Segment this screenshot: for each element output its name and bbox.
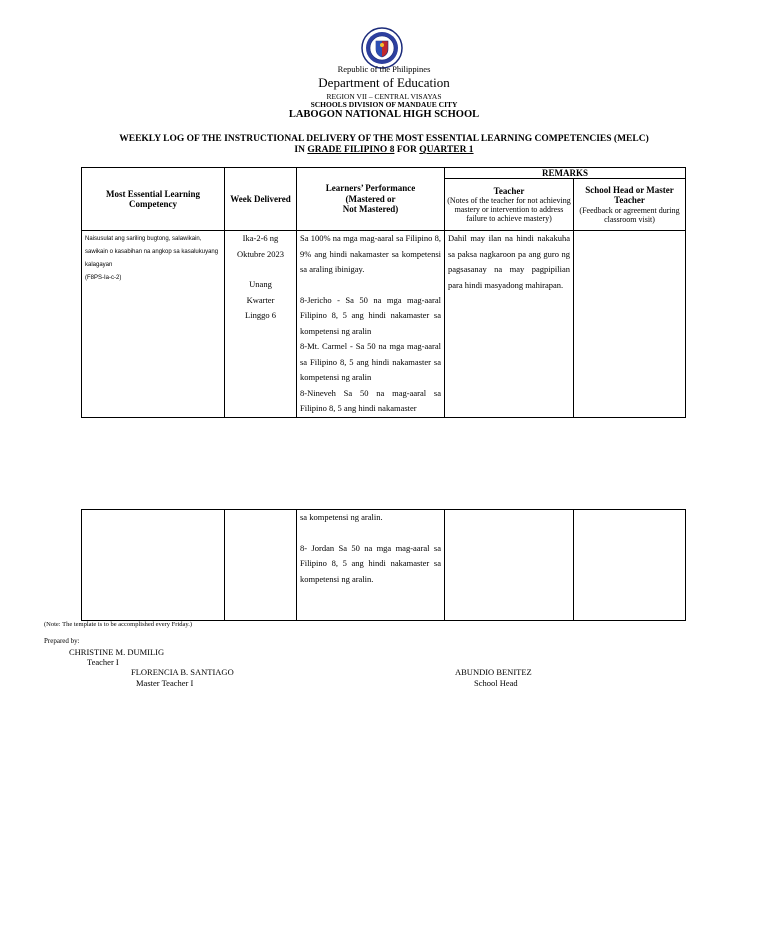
preparer-name: CHRISTINE M. DUMILIG	[69, 647, 165, 657]
header-remarks: REMARKS	[445, 168, 686, 179]
competency-cell	[82, 231, 225, 418]
header-teacher	[445, 179, 574, 231]
header-performance	[297, 168, 445, 231]
competency-text: Naisusulat ang sariling bugtong, salawikain, sawikain o kasabihan na angkop sa kasalukuyang kalagayan	[85, 236, 219, 268]
header-week: Week Delivered	[225, 168, 297, 231]
melc-log-table	[81, 167, 686, 418]
performance-nineveh: 8-Nineveh Sa 50 na mag-aaral sa Filipino 8, 5 ang hindi nakamaster	[300, 387, 441, 413]
title-quarter: QUARTER 1	[419, 145, 474, 155]
form-subtitle	[0, 145, 768, 155]
title-in: IN	[294, 145, 305, 155]
continued-performance-nineveh-end: sa kompetensi ng aralin.	[300, 512, 383, 522]
performance-summary: Sa 100% na mga mag-aaral sa Filipino 8, 9% ang hindi nakamaster sa kompetensi sa araling ibinigay.	[300, 233, 441, 274]
performance-cell	[297, 231, 445, 418]
week-line5: Linggo 6	[245, 310, 276, 320]
header-head-note: (Feedback or agreement during classroom visit)	[579, 205, 680, 224]
head-remarks-cell	[574, 231, 686, 418]
form-title: WEEKLY LOG OF THE INSTRUCTIONAL DELIVERY OF THE MOST ESSENTIAL LEARNING COMPETENCIES (MELC)	[119, 134, 649, 144]
header-head-label: School Head or Master Teacher	[585, 184, 674, 206]
header-teacher-note: (Notes of the teacher for not achieving mastery or intervention to address failure to achieve mastery)	[447, 195, 571, 224]
template-note: (Note: The template is to be accomplished every Friday.)	[44, 621, 193, 628]
teacher-remarks-text: Dahil may ilan na hindi nakakuha sa paksa nagkaroon pa ang guro ng pagsasanay na may pagpipilian para hindi masyadong mahirapan.	[448, 233, 570, 290]
header-performance-line2: (Mastered or	[345, 193, 396, 204]
prepared-by-label: Prepared by:	[44, 637, 80, 645]
week-line3: Unang	[249, 279, 272, 289]
preparer-title: Teacher I	[87, 657, 119, 667]
week-line2: Oktubre 2023	[237, 248, 284, 259]
title-grade: GRADE FILIPINO 8	[307, 145, 395, 155]
header-competency: Most Essential Learning Competency	[82, 168, 225, 231]
header-head	[574, 179, 686, 231]
region-line: REGION VII – CENTRAL VISAYAS	[326, 92, 442, 101]
performance-mt-carmel: 8-Mt. Carmel - Sa 50 na mga mag-aaral sa Filipino 8, 5 ang hindi nakamaster sa kompetensi ng aralin	[300, 341, 441, 382]
week-line1: Ika-2-6 ng	[242, 233, 279, 243]
header-performance-line1: Learners’ Performance	[325, 183, 416, 194]
week-line4: Kwarter	[246, 294, 275, 305]
melc-log-table-continued	[81, 509, 686, 621]
continued-teacher-cell	[445, 510, 574, 621]
master-teacher-name: FLORENCIA B. SANTIAGO	[131, 667, 234, 677]
school-name: LABOGON NATIONAL HIGH SCHOOL	[288, 109, 480, 120]
performance-jordan: 8- Jordan Sa 50 na mga mag-aaral sa Filipino 8, 5 ang hindi nakamaster sa kompetensi ng aralin.	[300, 542, 441, 584]
competency-code: (F8PS-Ia-c-2)	[85, 275, 122, 281]
performance-jericho: 8-Jericho - Sa 50 na mga mag-aaral Filipino 8, 5 ang hindi nakamaster sa kompetensi ng aralin	[300, 294, 441, 336]
continued-performance-cell	[297, 510, 445, 621]
school-head-name: ABUNDIO BENITEZ	[455, 667, 532, 677]
department-name: Department of Education	[318, 75, 450, 90]
teacher-remarks-cell	[445, 231, 574, 418]
division-line: SCHOOLS DIVISION OF MANDAUE CITY	[310, 100, 458, 109]
header-teacher-label: Teacher	[493, 185, 525, 196]
week-cell	[225, 231, 297, 418]
header-performance-line3: Not Mastered)	[342, 204, 399, 215]
school-head-title: School Head	[474, 678, 518, 688]
continued-week-cell	[225, 510, 297, 621]
continued-competency-cell	[82, 510, 225, 621]
deped-seal-icon	[361, 27, 403, 69]
master-teacher-title: Master Teacher I	[136, 678, 194, 688]
continued-head-cell	[574, 510, 686, 621]
republic-line: Republic of the Philippines	[337, 64, 431, 74]
title-for: FOR	[396, 145, 417, 155]
